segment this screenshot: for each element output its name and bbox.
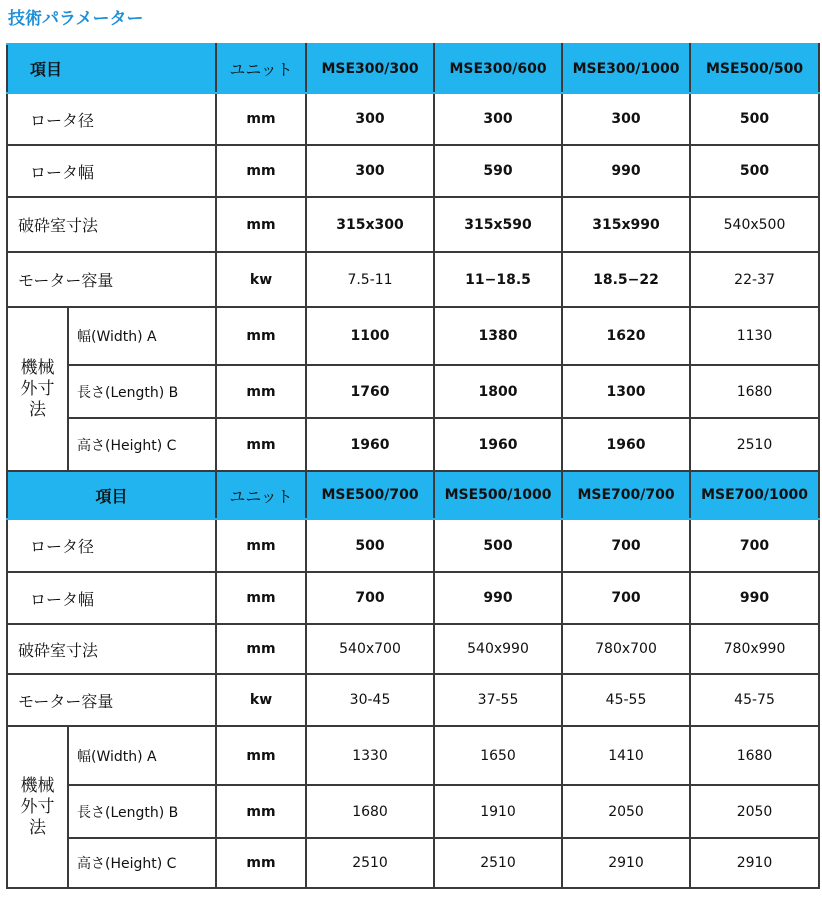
value-cell: 1960	[562, 418, 690, 471]
value-cell: 500	[306, 519, 434, 572]
unit-cell: mm	[216, 785, 306, 838]
unit-cell: kw	[216, 252, 306, 307]
value-cell: 1100	[306, 307, 434, 365]
value-cell: 2910	[562, 838, 690, 888]
row-label: ロータ幅	[7, 572, 216, 624]
row-label: モーター容量	[7, 674, 216, 726]
header-row	[7, 44, 819, 93]
unit-cell: mm	[216, 307, 306, 365]
value-cell: 1760	[306, 365, 434, 418]
value-cell: 540x700	[306, 624, 434, 674]
page-title: 技術パラメーター	[8, 9, 144, 29]
value-cell: 990	[690, 572, 819, 624]
value-cell: 990	[562, 145, 690, 197]
unit-cell: kw	[216, 674, 306, 726]
table-row	[7, 572, 819, 624]
unit-cell: mm	[216, 519, 306, 572]
table-row	[7, 365, 819, 418]
unit-header: ユニット	[216, 44, 306, 93]
unit-header: ユニット	[216, 471, 306, 519]
table-row	[7, 838, 819, 888]
value-cell: 7.5-11	[306, 252, 434, 307]
value-cell: 1620	[562, 307, 690, 365]
value-cell: 1800	[434, 365, 562, 418]
value-cell: 45-75	[690, 674, 819, 726]
value-cell: 2510	[434, 838, 562, 888]
row-label: モーター容量	[7, 252, 216, 307]
unit-cell: mm	[216, 838, 306, 888]
table-row	[7, 252, 819, 307]
value-cell: 1960	[306, 418, 434, 471]
row-label: ロータ径	[7, 519, 216, 572]
table-row	[7, 197, 819, 252]
row-label: 高さ(Height) C	[68, 418, 216, 471]
value-cell: 540x500	[690, 197, 819, 252]
value-cell: 1960	[434, 418, 562, 471]
model-header: MSE500/700	[306, 471, 434, 519]
unit-cell: mm	[216, 624, 306, 674]
item-header: 項目	[7, 44, 216, 93]
value-cell: 1910	[434, 785, 562, 838]
table-row	[7, 418, 819, 471]
value-cell: 780x700	[562, 624, 690, 674]
value-cell: 315x300	[306, 197, 434, 252]
header-row	[7, 471, 819, 519]
row-label: ロータ径	[7, 93, 216, 145]
model-header: MSE300/600	[434, 44, 562, 93]
model-header: MSE700/1000	[690, 471, 819, 519]
table-row	[7, 674, 819, 726]
row-label: 長さ(Length) B	[68, 365, 216, 418]
table-row	[7, 519, 819, 572]
value-cell: 700	[306, 572, 434, 624]
value-cell: 1380	[434, 307, 562, 365]
value-cell: 300	[562, 93, 690, 145]
group-label: 機械外寸法	[7, 307, 68, 471]
item-header: 項目	[7, 471, 216, 519]
value-cell: 300	[306, 93, 434, 145]
table-row	[7, 145, 819, 197]
value-cell: 500	[690, 93, 819, 145]
table-row	[7, 624, 819, 674]
value-cell: 990	[434, 572, 562, 624]
unit-cell: mm	[216, 365, 306, 418]
value-cell: 45-55	[562, 674, 690, 726]
unit-cell: mm	[216, 726, 306, 785]
row-label: 破砕室寸法	[7, 624, 216, 674]
model-header: MSE300/1000	[562, 44, 690, 93]
value-cell: 590	[434, 145, 562, 197]
row-label: 幅(Width) A	[68, 307, 216, 365]
value-cell: 2910	[690, 838, 819, 888]
value-cell: 1680	[306, 785, 434, 838]
value-cell: 2510	[690, 418, 819, 471]
value-cell: 300	[434, 93, 562, 145]
value-cell: 22-37	[690, 252, 819, 307]
value-cell: 540x990	[434, 624, 562, 674]
spec-table	[6, 43, 820, 889]
row-label: ロータ幅	[7, 145, 216, 197]
value-cell: 30-45	[306, 674, 434, 726]
value-cell: 1130	[690, 307, 819, 365]
table-row	[7, 93, 819, 145]
value-cell: 1650	[434, 726, 562, 785]
unit-cell: mm	[216, 93, 306, 145]
value-cell: 700	[562, 572, 690, 624]
value-cell: 1680	[690, 726, 819, 785]
unit-cell: mm	[216, 145, 306, 197]
value-cell: 2510	[306, 838, 434, 888]
model-header: MSE500/1000	[434, 471, 562, 519]
table-row	[7, 726, 819, 785]
unit-cell: mm	[216, 572, 306, 624]
unit-cell: mm	[216, 418, 306, 471]
value-cell: 18.5−22	[562, 252, 690, 307]
value-cell: 2050	[690, 785, 819, 838]
value-cell: 37-55	[434, 674, 562, 726]
value-cell: 1410	[562, 726, 690, 785]
value-cell: 315x590	[434, 197, 562, 252]
value-cell: 300	[306, 145, 434, 197]
row-label: 長さ(Length) B	[68, 785, 216, 838]
value-cell: 315x990	[562, 197, 690, 252]
unit-cell: mm	[216, 197, 306, 252]
value-cell: 700	[562, 519, 690, 572]
model-header: MSE300/300	[306, 44, 434, 93]
value-cell: 700	[690, 519, 819, 572]
value-cell: 1330	[306, 726, 434, 785]
value-cell: 780x990	[690, 624, 819, 674]
table-row	[7, 307, 819, 365]
value-cell: 1300	[562, 365, 690, 418]
value-cell: 11−18.5	[434, 252, 562, 307]
value-cell: 2050	[562, 785, 690, 838]
table-row	[7, 785, 819, 838]
value-cell: 1680	[690, 365, 819, 418]
row-label: 幅(Width) A	[68, 726, 216, 785]
value-cell: 500	[434, 519, 562, 572]
row-label: 高さ(Height) C	[68, 838, 216, 888]
row-label: 破砕室寸法	[7, 197, 216, 252]
group-label: 機械外寸法	[7, 726, 68, 888]
model-header: MSE700/700	[562, 471, 690, 519]
value-cell: 500	[690, 145, 819, 197]
model-header: MSE500/500	[690, 44, 819, 93]
